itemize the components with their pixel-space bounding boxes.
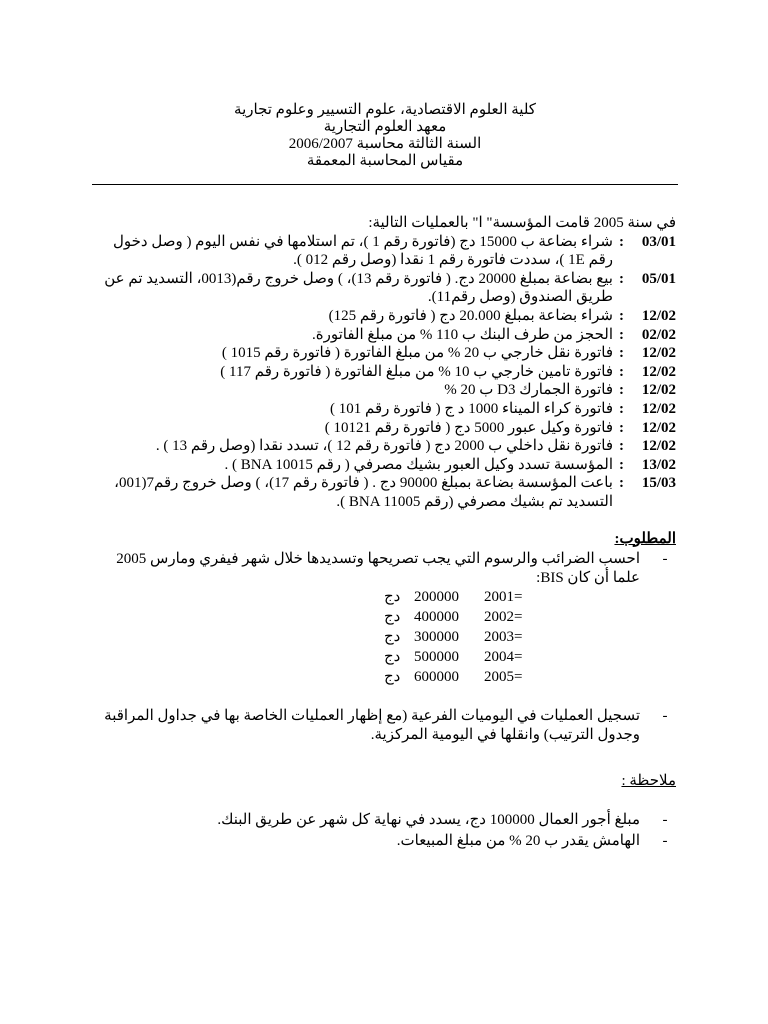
- operation-date: 13/02: [641, 456, 676, 473]
- operation-row: [90, 474, 676, 511]
- header-year: السنة الثالثة محاسبة 2006/2007: [288, 136, 482, 152]
- operation-separator: :: [619, 456, 624, 473]
- operation-date: 12/02: [641, 382, 676, 399]
- operation-text: المؤسسة تسدد وكيل العبور بشيك مصرفي ( رقم BNA 10015 ) .: [224, 456, 613, 473]
- operation-text: فاتورة وكيل عبور 5000 دج ( فاتورة رقم 10121 ): [324, 419, 613, 436]
- bis-table: [344, 587, 544, 687]
- note-title: ملاحظة :: [621, 773, 676, 790]
- bis-value: 200000: [414, 589, 459, 606]
- bis-value: 500000: [414, 649, 459, 666]
- header-divider: [92, 184, 678, 185]
- operation-text: فاتورة تامين خارجي ب 10 % من مبلغ الفاتورة ( فاتورة رقم 117 ): [220, 363, 613, 380]
- bis-row: [344, 627, 544, 647]
- bullet-dash: -: [662, 708, 668, 725]
- operation-row: [90, 344, 676, 363]
- operation-separator: :: [619, 438, 624, 455]
- header-course: مقياس المحاسبة المعمقة: [306, 153, 464, 169]
- operation-row: [90, 437, 676, 456]
- bis-row: [344, 667, 544, 687]
- operation-date: 12/02: [641, 307, 676, 324]
- operation-date: 15/03: [641, 475, 676, 492]
- bullet-dash: -: [662, 812, 668, 829]
- header-faculty: كلية العلوم الاقتصادية، علوم التسيير وعلوم تجارية: [234, 102, 536, 118]
- bis-unit: دج: [384, 609, 401, 626]
- operation-date: 12/02: [641, 345, 676, 362]
- spacer: [90, 687, 676, 705]
- operation-separator: :: [619, 475, 624, 492]
- operation-separator: :: [619, 307, 624, 324]
- operation-date: 12/02: [641, 363, 676, 380]
- document-header: [92, 102, 678, 170]
- bullet-dash: -: [662, 832, 668, 849]
- operation-date: 03/01: [641, 233, 676, 250]
- operation-separator: :: [619, 345, 624, 362]
- document-body: [90, 214, 676, 850]
- operation-separator: :: [619, 400, 624, 417]
- spacer: [90, 791, 676, 809]
- operation-separator: :: [619, 270, 624, 287]
- operation-separator: :: [619, 382, 624, 399]
- bis-year: 2003=: [484, 629, 523, 646]
- operation-row: [90, 233, 676, 270]
- operation-date: 12/02: [641, 419, 676, 436]
- operation-text: فاتورة كراء الميناء 1000 د ج ( فاتورة رقم 101 ): [329, 400, 613, 417]
- header-institute: معهد العلوم التجارية: [323, 119, 447, 135]
- operation-row: [90, 400, 676, 419]
- bullet-dash: -: [662, 551, 668, 568]
- note-item-text: الهامش يقدر ب 20 % من مبلغ المبيعات.: [396, 832, 640, 849]
- bis-year: 2004=: [484, 649, 523, 666]
- bis-unit: دج: [384, 629, 401, 646]
- operation-separator: :: [619, 419, 624, 436]
- operation-row: [90, 270, 676, 307]
- operation-separator: :: [619, 326, 624, 343]
- operation-row: [90, 307, 676, 326]
- operation-date: 12/02: [641, 438, 676, 455]
- required-title: المطلوب:: [614, 530, 676, 547]
- operation-text: شراء بضاعة بمبلغ 20.000 دج ( فاتورة رقم 125): [328, 307, 613, 324]
- bis-year: 2001=: [484, 589, 523, 606]
- operation-text: فاتورة الجمارك D3 ب 20 %: [444, 382, 613, 399]
- note-item-wages: [90, 811, 676, 830]
- note-item-text: مبلغ أجور العمال 100000 دج، يسدد في نهاية كل شهر عن طريق البنك.: [217, 812, 640, 829]
- operation-separator: :: [619, 363, 624, 380]
- bis-value: 400000: [414, 609, 459, 626]
- operations-list: [90, 233, 676, 512]
- operation-date: 12/02: [641, 400, 676, 417]
- operation-text: شراء بضاعة ب 15000 دج (فاتورة رقم 1 )، تم استلامها في نفس اليوم ( وصل دخول رقم 1E )، سددت فاتورة رقم 1 نقدا (وصل رقم 012 ).: [113, 233, 613, 269]
- operation-date: 05/01: [641, 270, 676, 287]
- operation-text: بيع بضاعة بمبلغ 20000 دج. ( فاتورة رقم 13)، ) وصل خروج رقم(0013، التسديد تم عن طريق الصندوق (وصل رقم11).: [104, 270, 613, 306]
- bis-row: [344, 647, 544, 667]
- operation-row: [90, 419, 676, 438]
- operation-date: 02/02: [641, 326, 676, 343]
- required-item-journals: [90, 707, 676, 744]
- operation-separator: :: [619, 233, 624, 250]
- bis-unit: دج: [384, 589, 401, 606]
- bis-value: 600000: [414, 669, 459, 686]
- operation-row: [90, 326, 676, 345]
- note-item-margin: [90, 832, 676, 851]
- bis-unit: دج: [384, 669, 401, 686]
- bis-year: 2005=: [484, 669, 523, 686]
- operation-text: فاتورة نقل داخلي ب 2000 دج ( فاتورة رقم 12 )، تسدد نقدا (وصل رقم 13 ) .: [155, 438, 613, 455]
- operation-row: [90, 456, 676, 475]
- operation-text: فاتورة نقل خارجي ب 20 % من مبلغ الفاتورة ( فاتورة رقم 1015 ): [221, 345, 613, 362]
- operation-text: باعت المؤسسة بضاعة بمبلغ 90000 دج . ( فاتورة رقم 17)، ) وصل خروج رقم7(001، التسديد تم بشيك مصرفي (رقم BNA 11005 ).: [114, 475, 613, 510]
- bis-row: [344, 587, 544, 607]
- operation-row: [90, 363, 676, 382]
- bis-row: [344, 607, 544, 627]
- bis-unit: دج: [384, 649, 401, 666]
- operation-row: [90, 381, 676, 400]
- required-item-text: احسب الضرائب والرسوم التي يجب تصريحها وتسديدها خلال شهر فيفري ومارس 2005 علما أن كان BIS:: [116, 551, 640, 586]
- required-item-taxes: [90, 550, 676, 587]
- bis-value: 300000: [414, 629, 459, 646]
- required-item-text: تسجيل العمليات في اليوميات الفرعية (مع إظهار العمليات الخاصة بها في جداول المراقبة وجدول الترتيب) وانقلها في اليومية المركزية.: [104, 708, 640, 743]
- operation-text: الحجز من طرف البنك ب 110 % من مبلغ الفاتورة.: [312, 326, 613, 343]
- bis-year: 2002=: [484, 609, 523, 626]
- intro-text: في سنة 2005 قامت المؤسسة" ا" بالعمليات التالية:: [368, 215, 676, 231]
